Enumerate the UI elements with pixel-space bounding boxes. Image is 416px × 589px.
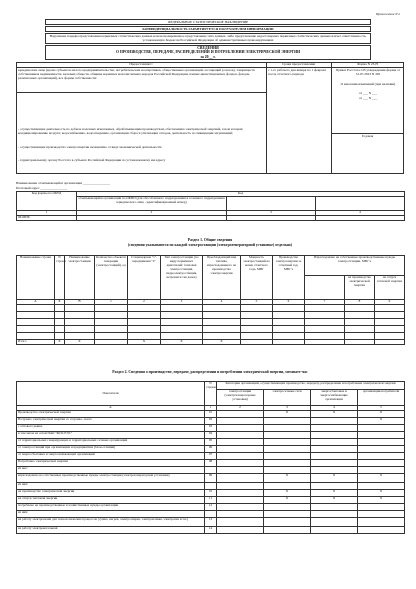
s2-value-cell[interactable]: [217, 453, 264, 460]
s2-h-plants: электростанции (электрогенераторные установки): [217, 390, 264, 406]
table-row: [17, 460, 405, 467]
s1-empty-row[interactable]: [17, 305, 405, 312]
appendix-label: Приложение N 2: [375, 12, 400, 16]
codes-table: [16, 191, 405, 221]
s1-h-own-electric: на производство электрической энергии: [345, 276, 375, 300]
s1-h-capacity: Мощность электростанций на конец отчетного года, МВт: [241, 256, 273, 300]
s2-value-cell[interactable]: [217, 425, 264, 432]
s2-value-cell[interactable]: [264, 439, 311, 446]
s2-value-cell[interactable]: [311, 439, 358, 446]
s2-value-cell[interactable]: [217, 418, 264, 425]
s2-num-1: 1: [205, 406, 217, 411]
s1-h-own-heat: на отпуск тепловой энергии: [375, 276, 405, 300]
s2-row-label: на производство электрической энергии: [17, 490, 205, 497]
s1-num-6: 6: [273, 300, 305, 305]
s2-value-cell[interactable]: [358, 432, 405, 439]
s1-total-x-1: X: [55, 340, 65, 345]
s2-row-label: с оптового рынка: [17, 425, 205, 432]
s2-value-cell[interactable]: [217, 527, 264, 534]
title-line-2: О ПРОИЗВОДСТВЕ, ПЕРЕДАЧЕ, РАСПРЕДЕЛЕНИИ И ПОТРЕБЛЕНИИ ЭЛЕКТРИЧЕСКОЙ ЭНЕРГИИ: [115, 50, 301, 55]
s2-value-cell[interactable]: [311, 511, 358, 518]
section2-title: Раздел 2. Сведения о производстве, передаче, распределении и потреблении электрической энергии, мегаватт-час: [112, 370, 308, 374]
title-line-3: за 20__ г.: [200, 54, 216, 59]
s2-value-cell[interactable]: [217, 432, 264, 439]
table-row: [17, 527, 405, 534]
s2-num-5: 5: [358, 406, 405, 411]
respondents-divider-2: [331, 62, 332, 174]
s2-value-cell: X: [311, 411, 358, 418]
s1-num-9: 9: [375, 300, 405, 305]
title-box: [45, 45, 371, 60]
s2-row-label: Получено электрической энергии со стороны - всего: [17, 418, 205, 425]
s2-row-number: 04: [205, 432, 217, 439]
s2-h-categories: Категории организаций, осуществляющих производство, передачу, распределение и потребление электрической энергии: [217, 382, 405, 390]
s1-num-4: 4: [203, 300, 241, 305]
code-input-3[interactable]: [227, 216, 316, 221]
s1-total-x-4: X: [161, 340, 203, 345]
s2-value-cell[interactable]: [358, 446, 405, 453]
s2-h-sales: энергосбытовые и энергоснабжающие организации: [311, 390, 358, 406]
respondents-col-header: Предоставляют:: [129, 62, 153, 66]
s2-row-label: на работу электрокотельной: [17, 527, 205, 534]
s2-row-number: 11: [205, 497, 217, 504]
section1-title: Раздел 1. Общие сведения: [187, 238, 233, 242]
s2-value-cell[interactable]: [217, 490, 264, 497]
s1-num-7: 7: [305, 300, 345, 305]
s2-value-cell[interactable]: [217, 497, 264, 504]
s2-value-cell: X: [358, 474, 405, 483]
s1-total-x-3: X: [128, 340, 161, 345]
num-4: 4: [316, 211, 405, 216]
s2-row-label: от территориальных генерирующих и территориальных сетевых организаций: [17, 439, 205, 446]
s2-value-cell[interactable]: [358, 453, 405, 460]
s1-h-own-needs: Израсходовано на собственные производственные нужды электростанции, МВт·ч: [305, 256, 405, 276]
federal-observation-text: ФЕДЕРАЛЬНОЕ СТАТИСТИЧЕСКОЕ НАБЛЮДЕНИЕ: [167, 20, 249, 24]
s2-value-cell[interactable]: [358, 425, 405, 432]
respondents-text-4: - территориальному органу Росстата в субъекте Российской Федерации по установленному им адресу: [18, 158, 166, 162]
s2-value-cell[interactable]: [311, 460, 358, 467]
s2-value-cell: X: [358, 418, 405, 425]
org-name-line[interactable]: Наименование отчитывающейся организации ________________: [16, 181, 110, 185]
s2-value-cell[interactable]: [311, 453, 358, 460]
s2-value-cell[interactable]: [358, 439, 405, 446]
s2-value-cell[interactable]: [217, 504, 264, 511]
s2-row-label: на работу электропечей для технологических процессов (сушка, нагрев, электросварка, электроплавка, электролиз и т.п.): [17, 518, 205, 527]
s2-row-number: 12: [205, 504, 217, 511]
s2-value-cell: X: [311, 497, 358, 504]
num-2: 2: [77, 211, 227, 216]
s2-row-label: из нее:: [17, 467, 205, 474]
s2-row-label: израсходовано на собственные производственные нужды электростанции (электрогенераторной установки): [17, 474, 205, 483]
changes-text: О внесении изменений (при наличии): [340, 82, 396, 86]
s2-value-cell[interactable]: [217, 511, 264, 518]
s2-row-label: на отпуск тепловой энергии: [17, 497, 205, 504]
s2-h-indicator: Показатели: [17, 382, 205, 406]
s2-value-cell[interactable]: [217, 411, 264, 418]
federal-observation-bar: [45, 19, 371, 25]
okpo-desc: [77, 197, 227, 211]
s2-value-cell[interactable]: [358, 504, 405, 511]
respondents-text-2: - осуществляющие деятельность по добыче полезных ископаемых, обрабатывающим производствам, обеспечению электрической энергией, газом и паром; кондиционированию воздуха; водоснабжению, водоотведению, организации сбора и утилизации отходов, деятельность по ликвидации загрязнений;: [18, 127, 244, 135]
s2-num-4: 4: [311, 406, 358, 411]
s1-num-v: В: [65, 300, 95, 305]
s1-total-x-5: X: [203, 340, 241, 345]
s2-row-number: 13: [205, 518, 217, 527]
okud-header-text: Код формы по ОКУД: [31, 191, 62, 195]
s2-row-number: 03: [205, 425, 217, 432]
s2-value-cell[interactable]: [358, 518, 405, 527]
s2-value-cell[interactable]: [311, 432, 358, 439]
code-cell-empty-2: [316, 197, 405, 211]
s2-value-cell[interactable]: [264, 425, 311, 432]
okpo-desc-text: отчитывающейся организации по ОКПО (для обособленного подразделения и головного подразделения юридического лица - идентификационный номер): [78, 196, 225, 204]
s2-h-grids: электросетевые сети: [264, 390, 311, 406]
s2-value-cell: X: [358, 497, 405, 504]
s2-value-cell[interactable]: [264, 511, 311, 518]
periodicity: Годовая: [361, 134, 374, 138]
s2-value-cell[interactable]: [264, 527, 311, 534]
s2-num-a: А: [17, 406, 205, 411]
respondents-divider-1: [266, 62, 267, 174]
section1-table: [16, 255, 405, 345]
s1-h-fuel: Преобладающий вид топлива, израсходованного на производство электроэнергии: [203, 256, 241, 300]
s2-value-cell[interactable]: [217, 474, 264, 483]
s2-value-cell[interactable]: [311, 425, 358, 432]
s2-value-cell[interactable]: [311, 527, 358, 534]
s2-row-label: в том числе из сетей ПАО "ФСК ЕЭС": [17, 432, 205, 439]
s1-total-x-2: X: [65, 340, 95, 345]
s2-value-cell[interactable]: [264, 432, 311, 439]
s1-total-cell[interactable]: [241, 340, 273, 345]
s1-h-type: Тип электростанции (по виду первичных двигателей: тепловая электростанция, гидроэлектростанция, ветровая и так далее): [161, 256, 203, 300]
s2-row-number: 10: [205, 490, 217, 497]
deadline-text: с 1-го рабочего дня января по 1 февраля после отчетного периода: [268, 68, 326, 76]
s2-value-cell[interactable]: [311, 418, 358, 425]
s2-value-cell: X: [264, 497, 311, 504]
code-cell-empty-1: [227, 197, 316, 211]
section1-subtitle: (сведения указываются по каждой электростанции (электрогенераторной установке) отдельно): [128, 243, 292, 247]
s2-value-cell[interactable]: [217, 518, 264, 527]
s2-h-n: N строки: [205, 382, 217, 406]
s2-value-cell: X: [358, 490, 405, 497]
deadline-col-header: Сроки предоставления: [282, 62, 315, 66]
s2-value-cell[interactable]: [217, 439, 264, 446]
s1-num-3: 3: [161, 300, 203, 305]
order-text: Приказ Росстата: Об утверждении формы от 31.07.2023 N 365: [335, 68, 401, 76]
s2-value-cell[interactable]: [264, 453, 311, 460]
confidentiality-bar: [45, 26, 371, 32]
s2-value-cell[interactable]: [311, 518, 358, 527]
s1-total-cell[interactable]: [95, 340, 128, 345]
s2-value-cell[interactable]: [264, 504, 311, 511]
s2-value-cell[interactable]: [217, 460, 264, 467]
s2-value-cell: X: [311, 490, 358, 497]
s1-h-name: Наименование строки: [17, 256, 55, 300]
confidentiality-text: КОНФИДЕНЦИАЛЬНОСТЬ ГАРАНТИРУЕТСЯ ПОЛУЧАТЕЛЕМ ИНФОРМАЦИИ: [142, 27, 274, 31]
s2-row-number: 05: [205, 439, 217, 446]
s1-total-cell[interactable]: [345, 340, 375, 345]
s2-value-cell: X: [311, 474, 358, 483]
s1-total-cell[interactable]: [305, 340, 345, 345]
s2-value-cell[interactable]: [311, 504, 358, 511]
s1-empty-row[interactable]: [17, 312, 405, 319]
s2-value-cell: X: [264, 490, 311, 497]
s2-row-label: Производство электрической энергии: [17, 411, 205, 418]
s2-row-label: из них:: [17, 511, 205, 518]
s2-row-label: из них:: [17, 483, 205, 490]
s1-total-row: [17, 340, 405, 345]
s2-value-cell[interactable]: [264, 418, 311, 425]
s2-value-cell[interactable]: [358, 460, 405, 467]
s1-empty-row[interactable]: [17, 319, 405, 326]
s1-total-cell[interactable]: [375, 340, 405, 345]
s2-h-consumers: организации-потребители: [358, 390, 405, 406]
s1-num-b: Б: [55, 300, 65, 305]
s2-value-cell[interactable]: [217, 446, 264, 453]
warning-box: [45, 33, 371, 44]
warning-text: Нарушение порядка представления первичных статистических данных или несвоевременное представление этих данных, либо представление недостоверных первичных статистических данных влечет ответственность, установленную Кодексом Российской Федерации об административных правонарушениях: [49, 34, 367, 42]
s1-empty-row[interactable]: [17, 326, 405, 333]
s2-value-cell[interactable]: [358, 511, 405, 518]
code-input-4[interactable]: [316, 216, 405, 221]
s2-row-number: 08: [205, 460, 217, 467]
s2-num-2: 2: [217, 406, 264, 411]
title-line-1: СВЕДЕНИЯ: [197, 46, 219, 50]
changes-from-1: от ___ N ___: [358, 91, 378, 95]
s2-row-label: Потреблено электрической энергии: [17, 460, 205, 467]
okpo-input[interactable]: [77, 216, 227, 221]
s2-row-number: 07: [205, 453, 217, 460]
s2-value-cell[interactable]: [264, 446, 311, 453]
s1-h-count: Количество объектов генерации (электростанций), ед: [95, 256, 128, 300]
changes-from-2: от ___ N ___: [358, 96, 378, 100]
s1-h-production: Производство электроэнергии за отчетный год, МВт·ч: [273, 256, 305, 300]
s2-row-number: 02: [205, 418, 217, 425]
s2-row-label: от энергосбытовых и энергоснабжающих организаций: [17, 453, 205, 460]
postal-address-line[interactable]: Почтовый адрес ________________: [16, 186, 68, 190]
s1-num-a: А: [17, 300, 55, 305]
num-3: 3: [227, 211, 316, 216]
s2-value-cell[interactable]: [217, 467, 264, 474]
table-row: [17, 504, 405, 511]
s1-h-stationary: Стационарная "1", передвижная "2": [128, 256, 161, 300]
okud-header: [17, 192, 77, 211]
s2-row-number: 14: [205, 527, 217, 534]
s2-row-label: потреблено на производственные и хозяйственные нужды организации: [17, 504, 205, 511]
s2-row-label: от электростанций при организациях и предприятиях (блок-станции): [17, 446, 205, 453]
s2-value-cell[interactable]: [264, 460, 311, 467]
s2-row-number: 09: [205, 474, 217, 483]
s2-value-cell: X: [264, 411, 311, 418]
respondents-text-1: юридические лица (кроме субъектов малого предпринимательства, потребительских кооперативов, общественных организаций, ассоциаций (союзов), товариществ собственников недвижимости, казачьих обществ, общины коренных малочисленных народов Российской Федерации, паевых инвестиционных фондов, фондов, религиозных организаций), все формы собственности:: [18, 68, 255, 80]
s1-num-5: 5: [241, 300, 273, 305]
s2-value-cell[interactable]: [311, 446, 358, 453]
num-1: 1: [17, 211, 77, 216]
s2-value-cell[interactable]: [264, 518, 311, 527]
s2-row-number: 01: [205, 411, 217, 418]
respondents-text-3: - осуществляющие производство электроэнергии независимо от вида экономической деятельности:: [18, 145, 163, 149]
s1-h-own-needs-total: [305, 276, 345, 300]
okud-code: 0610036: [17, 216, 77, 221]
s1-empty-row[interactable]: [17, 333, 405, 340]
code-header-text: Код: [237, 191, 244, 195]
s1-num-8: 8: [345, 300, 375, 305]
s1-total-label: Итого: [17, 340, 55, 345]
s1-total-cell[interactable]: [273, 340, 305, 345]
section2-table: [16, 381, 405, 534]
s2-value-cell[interactable]: [217, 483, 264, 490]
s2-row-number: 06: [205, 446, 217, 453]
form-number: Форма N 23-Н: [357, 62, 378, 66]
s2-value-cell[interactable]: [358, 527, 405, 534]
s2-body: [17, 411, 405, 534]
respondents-row-divider-1: [16, 92, 266, 93]
s2-value-cell: X: [264, 474, 311, 483]
s1-num-2: 2: [128, 300, 161, 305]
s2-value-cell: X: [358, 411, 405, 418]
s1-h-n: N строки: [55, 256, 65, 300]
table-row: [17, 474, 405, 483]
s2-num-3: 3: [264, 406, 311, 411]
s1-num-1: 1: [95, 300, 128, 305]
s1-h-plant: Наименование электростанции: [65, 256, 95, 300]
